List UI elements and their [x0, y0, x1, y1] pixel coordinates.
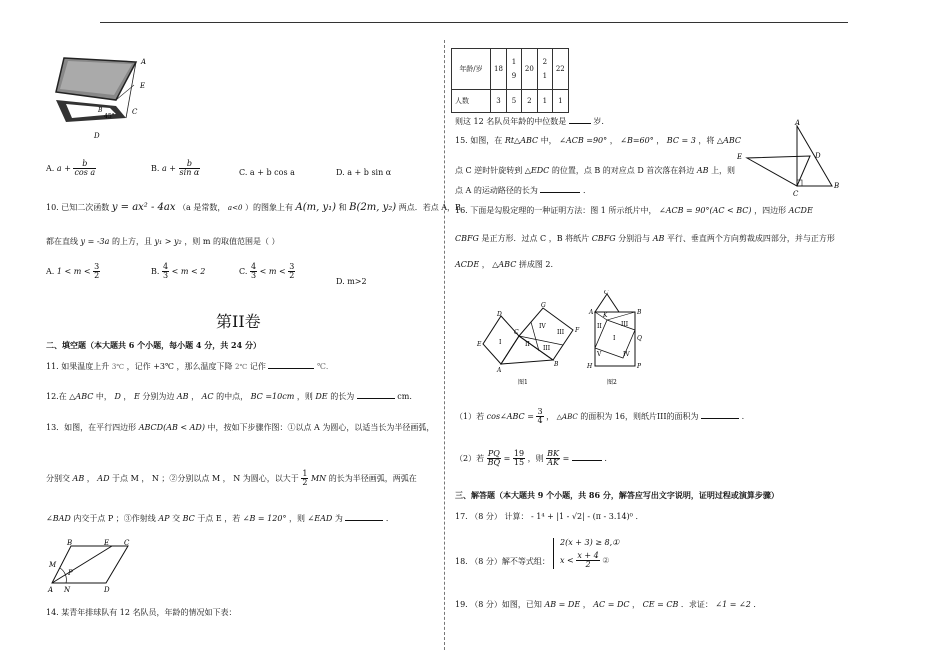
q18-ineq2-lhs: x < [560, 555, 574, 565]
q11-answer-blank[interactable] [268, 368, 314, 369]
q10-c-den2: 2 [289, 271, 295, 281]
q11-value-3: 2℃ [235, 363, 248, 371]
q10-c-letter: C. [239, 266, 248, 276]
q10-c-num1: 4 [250, 262, 257, 271]
q17-expression: - 1⁴ + |1 - √2| - (π - 3.14)⁰ [531, 512, 633, 521]
q10-text-b: （a 是常数， [178, 203, 226, 212]
q12-text-e: ， [191, 392, 200, 401]
q10-b-den: 3 [162, 271, 169, 281]
q10-a-frac [93, 263, 100, 281]
q14-conclusion [455, 117, 604, 127]
q10-and: 和 [338, 203, 347, 212]
table-cell: 1 9 [506, 49, 521, 90]
fig2-i: I [613, 335, 616, 342]
q9-option-a [46, 160, 96, 178]
q13-text-g: 内交于点 P ；③作射线 [73, 514, 156, 523]
table-cell: 人数 [452, 90, 491, 113]
q15-line3 [455, 186, 591, 196]
q10-c-frac1 [250, 263, 257, 281]
q19-eq-3: CE = CB [642, 600, 679, 609]
q11-unit: ℃． [316, 362, 334, 371]
q13-ad: AD [97, 473, 110, 483]
table-cell: 20 [521, 49, 537, 90]
q13-line1 [46, 423, 434, 433]
q16-2-frac-pq [487, 450, 501, 468]
q16-2-frac-bk [546, 450, 560, 468]
q9-b-frac [179, 160, 201, 178]
fig2-v: V [597, 351, 602, 358]
q16-text-g: 拼成图 2. [518, 260, 554, 269]
q15-text-b: 中， [540, 136, 557, 145]
fig2-ii: II [597, 323, 602, 330]
age-table [451, 48, 569, 113]
fig1-a: A [497, 367, 502, 374]
q16-cbfg-1: CBFG [455, 234, 479, 243]
q12-ac: AC [201, 392, 214, 401]
q10-point-b: B(2m, y₂) [349, 202, 397, 213]
q12-point-d: D [114, 392, 121, 401]
fig1-f: F [575, 327, 580, 334]
fig1-g: G [541, 302, 546, 309]
fig2-k: K [603, 312, 608, 319]
q9-option-c: C. a + b cos a [239, 168, 295, 177]
q19-text-a: 19. （8 分）如图，已知 [455, 600, 542, 609]
q10-text-e: 都在直线 [46, 237, 78, 246]
fig9-label-e: E [140, 82, 146, 90]
table-cell: 1 [537, 90, 552, 113]
q10-b-expr: < m < 2 [171, 266, 206, 276]
q12 [46, 392, 412, 402]
q16-1-abc: △ABC [556, 412, 578, 421]
q15-text-c: ， [609, 136, 618, 145]
q13-angle-ead: ∠EAD [307, 514, 333, 523]
rotation-figure [737, 118, 847, 198]
q13-text-h: 交 [172, 514, 181, 523]
q13-text-a: 13．如图，在平行四边形 [46, 423, 137, 432]
figure-2 [585, 290, 655, 390]
q10-b-frac [162, 263, 169, 281]
fig2-h: H [587, 363, 593, 370]
q16-2-text-c: = [562, 453, 570, 463]
q13-answer-blank[interactable] [345, 520, 383, 521]
q13-text-l: ． [385, 514, 394, 523]
q12-text-b: 中， [95, 392, 112, 401]
q10-text-f: 的上方，且 [111, 237, 152, 246]
fig13-m: M [49, 561, 57, 569]
q16-text-a: 16. 下面是勾股定理的一种证明方法：图 1 所示纸片中， [455, 206, 657, 215]
q16-1-text-c: 的面积为 16，则纸片III的面积为 [580, 411, 699, 421]
table-cell: 18 [491, 49, 507, 90]
q15-text-g: 的位置，点 B 的对应点 D 首次落在斜边 [551, 166, 695, 175]
q16-1-den: 4 [537, 416, 543, 426]
age-row [452, 49, 569, 90]
q15-line1 [455, 136, 741, 146]
q11-value-1: 3℃ [111, 363, 125, 371]
fig1-iv: IV [539, 323, 546, 330]
q11-value-2: +3℃ [153, 362, 174, 371]
q9-a-den: cos a [74, 168, 96, 178]
q16-line2 [455, 234, 835, 244]
count-row [452, 90, 569, 113]
q19-eq-1: AB = DE [544, 600, 581, 609]
q10-line1 [46, 202, 461, 214]
q11-text-a: 11. 如果温度上升 [46, 362, 110, 371]
q16-2-ak: AK [547, 458, 559, 468]
q10-c-mid: < m < [259, 266, 286, 276]
q16-2-num: 19 [513, 449, 525, 458]
fig13-n: N [64, 586, 71, 594]
q16-cbfg-2: CBFG [591, 234, 616, 243]
q13-text-e: 于点 M ， N ；②分别以点 M ， N 为圆心，以大于 [112, 473, 299, 483]
q10-c-num2: 3 [289, 262, 295, 271]
q13-line3 [46, 514, 394, 524]
q10-a-den: 2 [94, 271, 100, 281]
q15-ab: AB [696, 166, 709, 175]
parallelogram-figure [46, 538, 146, 598]
fig15-d: D [815, 152, 821, 160]
fig9-label-d: D [94, 132, 100, 140]
q17 [455, 512, 643, 522]
fig13-a: A [48, 586, 54, 594]
q13-line2 [46, 470, 417, 488]
fig1-i: I [499, 339, 502, 346]
q12-text-g: ，则 [296, 392, 313, 401]
q11-text-d: 记作 [249, 362, 266, 371]
q9-b-expr: a + [161, 163, 176, 173]
q13-text-c: 分别交 [46, 473, 70, 483]
table-cell: 1 [552, 90, 568, 113]
q10-option-a [46, 263, 100, 281]
q10-option-b [151, 263, 205, 281]
fig1-iii-top: III [557, 329, 565, 336]
fig9-label-c: C [132, 108, 138, 116]
fig2-caption: 图2 [607, 379, 617, 386]
fig13-d: D [104, 586, 110, 594]
q16-2-pq: PQ [487, 449, 500, 458]
q13-text-b: 中，按如下步骤作图：①以点 A 为圆心，以适当长为半径画弧， [207, 423, 435, 432]
laptop-figure [46, 40, 156, 140]
q12-text-c: ， [123, 392, 132, 401]
table-cell: 2 1 [537, 49, 552, 90]
q14-answer-blank[interactable] [569, 123, 591, 124]
q16-text-e: 平行、垂直两个方向剪裁成四部分，并与正方形 [666, 234, 835, 243]
q14-text-a: 则这 12 名队员年龄的中位数是 [455, 117, 567, 126]
q10-a-num: 3 [94, 262, 100, 271]
q10-c-den1: 3 [250, 271, 257, 281]
q17-text-b: ． [635, 512, 644, 521]
q10-text-g: ，则 m 的取值范围是（ ） [184, 237, 280, 246]
fig1-iii: III [543, 345, 551, 352]
q11-text-b: ，记作 [126, 362, 151, 371]
q10-line-eq: y = -3a [80, 237, 110, 246]
q10-point-a: A(m, y₁) [295, 202, 337, 213]
q15-text-a: 15. 如图，在 [455, 136, 503, 145]
q15-b60: ∠B=60° [620, 136, 654, 145]
top-rule [100, 22, 848, 23]
q16-2-bq: BQ [487, 458, 501, 468]
q18-frac [576, 552, 599, 570]
q10-equation: y = ax² - 4ax [111, 202, 176, 213]
q10-a-letter: A. [46, 266, 55, 276]
fig2-iii: III [621, 321, 629, 328]
fig1-c: C [514, 329, 519, 336]
q10-text-a: 10. 已知二次函数 [46, 203, 110, 212]
q13-frac-den: 2 [302, 478, 308, 488]
fig2-iv: IV [623, 351, 630, 358]
q16-2-answer-blank[interactable] [572, 460, 602, 461]
q9-b-num: b [179, 160, 201, 169]
q12-answer-blank[interactable] [357, 398, 395, 399]
q16-2-frac-val [513, 450, 525, 468]
fig9-angle: 45° [104, 113, 115, 120]
q18-inequality-1: 2(x + 3) ≥ 8,① [560, 538, 620, 547]
q10-option-d: D. m>2 [336, 277, 367, 286]
q18-inequality-2 [560, 552, 619, 570]
q16-1-cos: cos∠ABC = [486, 411, 534, 421]
q16-ab: AB [652, 234, 665, 243]
fig2-a: A [589, 309, 594, 316]
fig9-label-a: A [141, 58, 147, 66]
q15-bc3: BC = 3 [666, 136, 696, 145]
q13-parallelogram: ABCD(AB < AD) [138, 423, 205, 432]
q15-text-f: 点 C 逆时针旋转到 [455, 166, 523, 175]
q15-text-j: ． [582, 186, 591, 195]
q15-rt: Rt△ABC [504, 136, 539, 145]
table-cell: 3 [491, 90, 507, 113]
q19-eq-4: ∠1 = ∠2 [715, 600, 751, 609]
q16-text-f: ， [481, 260, 490, 269]
section-2-heading: 二、填空题（本大题共 6 个小题，每小题 4 分，共 24 分） [46, 340, 261, 350]
q12-ab: AB [176, 392, 189, 401]
fig9-label-b: B [98, 107, 103, 114]
q10-text-d: 两点．若点 A，B [398, 203, 461, 212]
q10-line2 [46, 237, 280, 247]
q12-text-h: 的长为 [330, 392, 355, 401]
q9-a-num: b [73, 160, 96, 169]
q15-answer-blank[interactable] [540, 192, 580, 193]
q10-option-c [239, 263, 295, 281]
q15-text-h: 上，则 [711, 166, 736, 175]
q16-1-text-b: ， [546, 411, 555, 421]
fig13-b: B [67, 539, 73, 547]
q15-tri: △ABC [716, 136, 741, 145]
q15-text-e: ，将 [698, 136, 715, 145]
q16-2-bk: BK [547, 449, 560, 458]
q13-text-d: ， [86, 473, 95, 483]
q13-text-k: 为 [334, 514, 343, 523]
q10-condition: a<0 [227, 204, 243, 212]
q16-2-eq: = [503, 453, 511, 463]
q19-text-c: ， [632, 600, 641, 609]
fig15-a: A [795, 119, 801, 127]
table-cell: 22 [552, 49, 568, 90]
q18-num: x + 4 [577, 550, 599, 560]
q9-a-expr: a + [56, 163, 71, 173]
fig1-d: D [497, 311, 502, 318]
fig13-e: E [104, 539, 110, 547]
fig13-p: P [68, 569, 73, 577]
q11 [46, 362, 334, 372]
q12-text-a: 12.在 [46, 392, 67, 401]
table-cell: 年龄/岁 [452, 49, 491, 90]
q12-de: DE [315, 392, 328, 401]
fig15-b: B [834, 182, 840, 190]
q13-half-frac [301, 470, 308, 488]
q16-line1 [455, 206, 813, 216]
q16-text-c: 是正方形．过点 C ，B 将纸片 [481, 234, 590, 243]
q16-line3 [455, 260, 553, 270]
fig13-c: C [124, 539, 130, 547]
figure-1 [463, 298, 593, 390]
q14-intro: 14. 某青年排球队有 12 名队员，年龄的情况如下表： [46, 608, 237, 617]
q9-b-den: sin α [179, 168, 200, 178]
q16-part2 [455, 450, 607, 468]
q15-edc: △EDC [524, 166, 550, 175]
q16-acde-2: ACDE [455, 260, 480, 269]
fig2-b: B [637, 309, 642, 316]
fig2-p: P [637, 363, 642, 370]
q12-text-f: 的中点， [216, 392, 249, 401]
q16-2-den: 15 [513, 458, 525, 468]
q10-b-letter: B. [151, 266, 160, 276]
q13-ab: AB [72, 473, 85, 483]
q16-text-d: 分别沿与 [618, 234, 651, 243]
q10-a-expr: 1 < m < [56, 266, 91, 276]
q12-text-d: 分别为边 [142, 392, 175, 401]
q9-a-frac [73, 160, 96, 178]
volume-2-heading: 第II卷 [216, 312, 261, 331]
q19-text-e: ． [753, 600, 762, 609]
q17-text-a: 17. （8 分） 计算： [455, 512, 529, 521]
q13-text-f: 的长为半径画弧，两弧在 [328, 473, 417, 483]
q12-triangle: △ABC [69, 392, 94, 401]
q9-option-d: D. a + b sin α [336, 168, 392, 177]
q9-b-letter: B. [151, 163, 160, 173]
q19-eq-2: AC = DC [593, 600, 630, 609]
fig15-c: C [793, 190, 799, 198]
fig2-q: Q [637, 335, 642, 342]
q16-1-num: 3 [537, 407, 543, 416]
table-cell: 5 [506, 90, 521, 113]
q15-acb: ∠ACB =90° [559, 136, 608, 145]
q16-text-b: ，四边形 [754, 206, 787, 215]
fig1-caption: 图1 [518, 379, 528, 386]
q16-abc: △ABC [492, 260, 517, 269]
q16-1-text-a: （1）若 [455, 411, 485, 421]
q13-text-i: 于点 E ，若 [197, 514, 241, 523]
fig2-c: C [604, 290, 609, 296]
q10-c-frac2 [288, 263, 295, 281]
q11-text-c: ，那么温度下降 [176, 362, 233, 371]
q13-bc: BC [182, 514, 195, 523]
q16-1-answer-blank[interactable] [701, 418, 739, 419]
q13-frac-num: 1 [302, 469, 308, 478]
q12-unit: cm. [397, 392, 412, 401]
q15-text-i: 点 A 的运动路径的长为 [455, 186, 538, 195]
q10-inequality: y₁ > y₂ [154, 237, 182, 246]
q18-den: 2 [585, 559, 591, 569]
q16-part1 [455, 408, 744, 426]
q9-a-letter: A. [46, 163, 55, 173]
q16-acde: ACDE [788, 206, 813, 215]
q12-point-e: E [133, 392, 140, 401]
q13-mn: MN [310, 473, 327, 483]
q12-bc: BC =10cm [250, 392, 295, 401]
q18-label: 18. （8 分）解不等式组： [455, 557, 550, 566]
q14-text-b: 岁. [593, 117, 604, 126]
q16-1-frac [536, 408, 543, 426]
q13-angle-b: ∠B = 120° [242, 514, 287, 523]
q16-2-text-b: ，则 [527, 453, 544, 463]
fig1-e: E [477, 341, 482, 348]
q15-text-d: ， [656, 136, 665, 145]
fig15-e: E [737, 153, 743, 161]
q18-mark: ② [602, 555, 610, 565]
q15-line2 [455, 166, 735, 176]
q13-text-j: ，则 [288, 514, 305, 523]
q16-condition: ∠ACB = 90°(AC < BC) [659, 206, 752, 215]
q16-2-text-a: （2）若 [455, 453, 485, 463]
q16-2-text-e: . [604, 453, 607, 463]
q10-b-num: 4 [162, 262, 169, 271]
table-cell: 2 [521, 90, 537, 113]
q9-option-b [151, 160, 200, 178]
q13-angle-bad: ∠BAD [46, 514, 71, 523]
q13-ap: AP [158, 514, 170, 523]
q19-text-b: ， [582, 600, 591, 609]
column-divider [444, 40, 445, 650]
q19 [455, 600, 761, 610]
q10-text-c: ）的图象上有 [244, 203, 293, 212]
q19-text-d: ．求证： [680, 600, 713, 609]
q16-1-text-d: . [741, 411, 745, 421]
q18-system [553, 538, 619, 569]
fig1-b: B [554, 361, 559, 368]
fig1-ii: II [525, 341, 530, 348]
section-3-heading: 三、解答题（本大题共 9 个小题，共 86 分，解答应写出文字说明，证明过程或演算步骤） [455, 490, 779, 500]
